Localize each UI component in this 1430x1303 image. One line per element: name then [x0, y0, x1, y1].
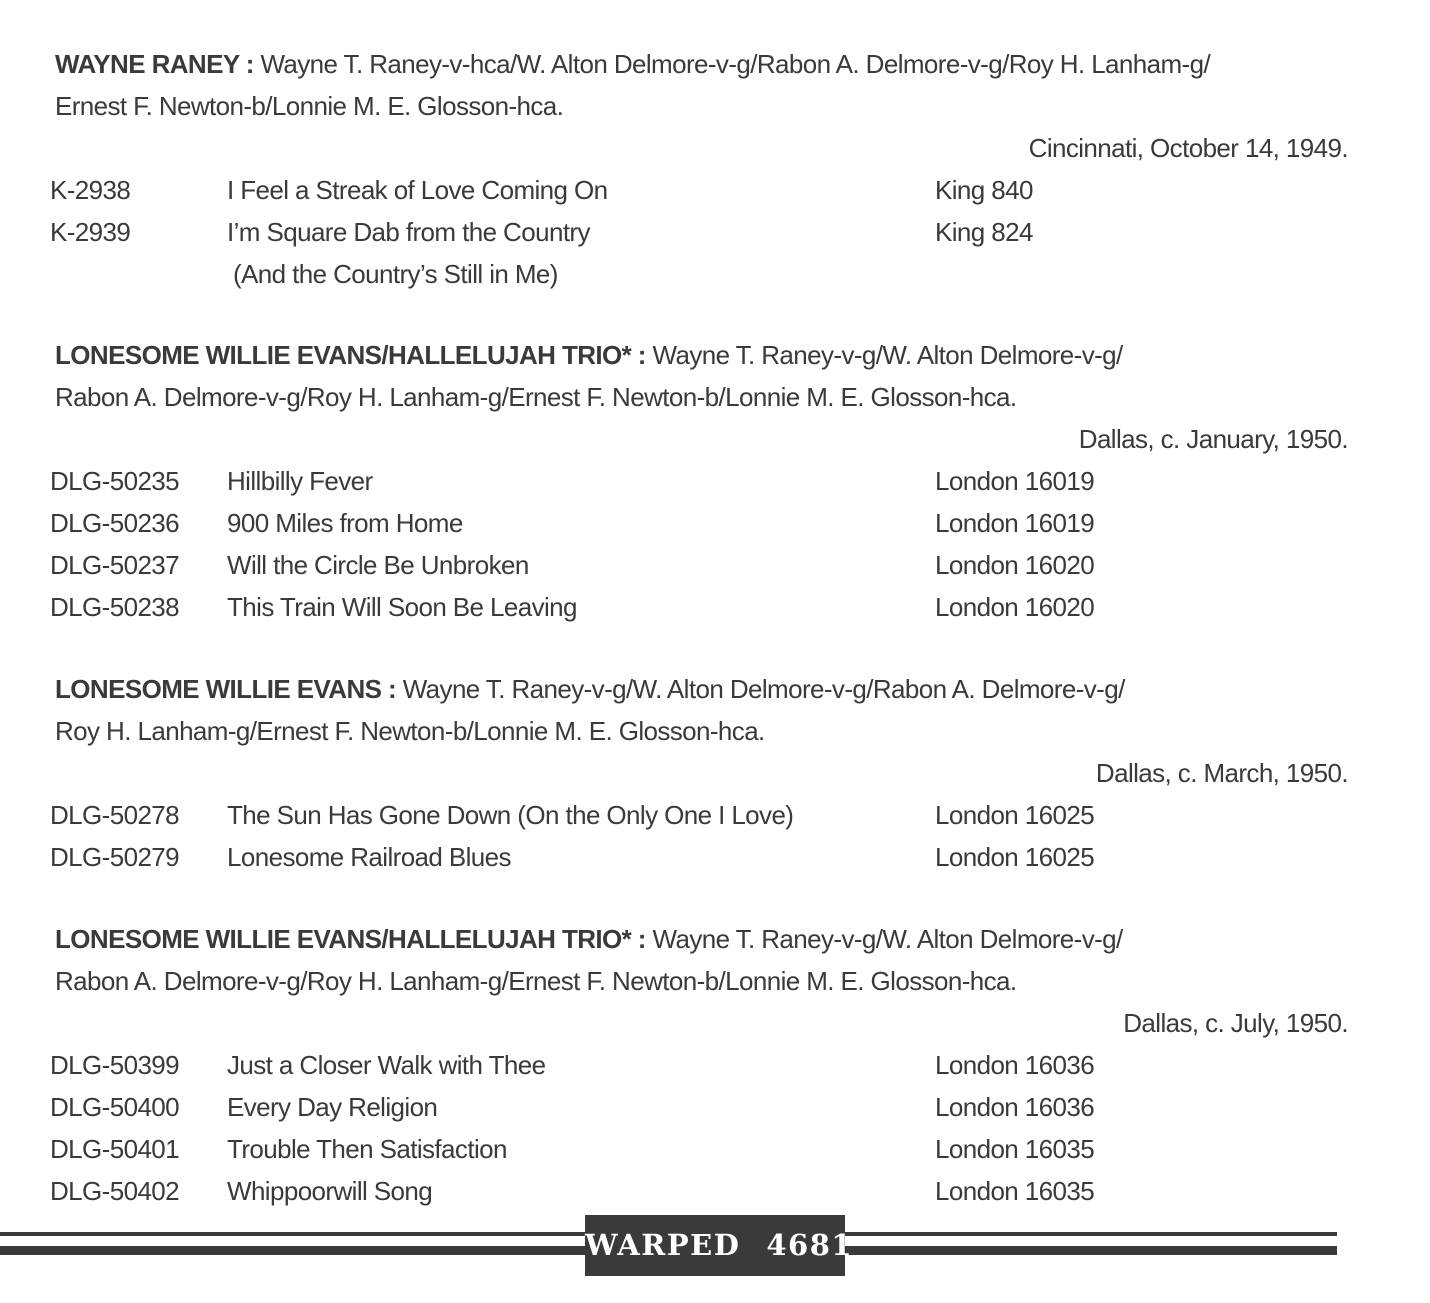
page-number: 4681 — [766, 1228, 854, 1262]
track-row — [0, 1170, 1430, 1212]
artist-separator: : — [381, 674, 403, 704]
artist-name: LONESOME WILLIE EVANS/HALLELUJAH TRIO* — [55, 924, 632, 954]
track-title: This Train Will Soon Be Leaving — [227, 592, 577, 622]
record-label-number: London 16019 — [935, 466, 1095, 496]
matrix-number: K-2938 — [50, 175, 131, 205]
track-title-continuation: (And the Country’s Still in Me) — [233, 259, 558, 289]
matrix-number: DLG-50236 — [50, 508, 180, 538]
artist-name: LONESOME WILLIE EVANS/HALLELUJAH TRIO* — [55, 340, 632, 370]
personnel: Wayne T. Raney-v-g/W. Alton Delmore-v-g/ — [652, 340, 1123, 370]
track-title: Lonesome Railroad Blues — [227, 842, 511, 872]
track-row — [0, 794, 1430, 836]
record-label-number: London 16035 — [935, 1176, 1095, 1206]
track-title: Whippoorwill Song — [227, 1176, 433, 1206]
artist-name: WAYNE RANEY — [55, 49, 240, 79]
track-title: Every Day Religion — [227, 1092, 438, 1122]
matrix-number: DLG-50399 — [50, 1050, 180, 1080]
matrix-number: DLG-50237 — [50, 550, 180, 580]
session-header-line-2: Rabon A. Delmore-v-g/Roy H. Lanham-g/Ernest F. Newton-b/Lonnie M. E. Glosson-hca. — [55, 382, 1017, 412]
track-row — [0, 1044, 1430, 1086]
personnel: Wayne T. Raney-v-g/W. Alton Delmore-v-g/Rabon A. Delmore-v-g/ — [402, 674, 1125, 704]
record-label-number: London 16025 — [935, 800, 1095, 830]
matrix-number: DLG-50278 — [50, 800, 180, 830]
record-label-number: London 16035 — [935, 1134, 1095, 1164]
matrix-number: K-2939 — [50, 217, 131, 247]
session-location: Dallas, c. March, 1950. — [1095, 758, 1348, 788]
session-location: Cincinnati, October 14, 1949. — [1028, 133, 1348, 163]
record-label-number: London 16020 — [935, 550, 1095, 580]
track-row — [0, 169, 1430, 211]
track-title: Will the Circle Be Unbroken — [227, 550, 529, 580]
session-header-line-2: Ernest F. Newton-b/Lonnie M. E. Glosson-hca. — [55, 91, 564, 121]
track-title: I Feel a Streak of Love Coming On — [227, 175, 608, 205]
track-title: Trouble Then Satisfaction — [227, 1134, 507, 1164]
session-header-line-1 — [55, 668, 1125, 710]
artist-name: LONESOME WILLIE EVANS — [55, 674, 382, 704]
artist-separator: : — [239, 49, 261, 79]
track-row — [0, 211, 1430, 289]
personnel: Wayne T. Raney-v-hca/W. Alton Delmore-v-g/Rabon A. Delmore-v-g/Roy H. Lanham-g/ — [260, 49, 1211, 79]
footer-label: WARPED — [585, 1228, 741, 1262]
artist-separator: : — [631, 340, 653, 370]
track-row — [0, 544, 1430, 586]
matrix-number: DLG-50401 — [50, 1134, 180, 1164]
track-row — [0, 586, 1430, 628]
record-label-number: King 824 — [935, 217, 1033, 247]
record-label-number: London 16019 — [935, 508, 1095, 538]
record-label-number: London 16020 — [935, 592, 1095, 622]
track-title: 900 Miles from Home — [227, 508, 463, 538]
track-row — [0, 460, 1430, 502]
matrix-number: DLG-50279 — [50, 842, 180, 872]
session-header-line-1 — [55, 334, 1123, 376]
track-title: The Sun Has Gone Down (On the Only One I Love) — [227, 800, 794, 830]
session-header-line-1 — [55, 43, 1210, 85]
track-row — [0, 1128, 1430, 1170]
matrix-number: DLG-50238 — [50, 592, 180, 622]
session-header-line-2: Roy H. Lanham-g/Ernest F. Newton-b/Lonnie M. E. Glosson-hca. — [55, 716, 765, 746]
session-location: Dallas, c. January, 1950. — [1078, 424, 1348, 454]
track-title: I’m Square Dab from the Country — [227, 217, 590, 247]
track-title: Just a Closer Walk with Thee — [227, 1050, 546, 1080]
record-label-number: London 16036 — [935, 1050, 1095, 1080]
track-title: Hillbilly Fever — [227, 466, 373, 496]
record-label-number: London 16036 — [935, 1092, 1095, 1122]
record-label-number: King 840 — [935, 175, 1033, 205]
session-location: Dallas, c. July, 1950. — [1123, 1008, 1348, 1038]
session-header-line-1 — [55, 918, 1123, 960]
artist-separator: : — [631, 924, 653, 954]
matrix-number: DLG-50400 — [50, 1092, 180, 1122]
track-row — [0, 836, 1430, 878]
track-row — [0, 1086, 1430, 1128]
record-label-number: London 16025 — [935, 842, 1095, 872]
session-header-line-2: Rabon A. Delmore-v-g/Roy H. Lanham-g/Ernest F. Newton-b/Lonnie M. E. Glosson-hca. — [55, 966, 1017, 996]
personnel: Wayne T. Raney-v-g/W. Alton Delmore-v-g/ — [652, 924, 1123, 954]
matrix-number: DLG-50235 — [50, 466, 180, 496]
track-row — [0, 502, 1430, 544]
footer-badge — [585, 1215, 854, 1276]
matrix-number: DLG-50402 — [50, 1176, 180, 1206]
